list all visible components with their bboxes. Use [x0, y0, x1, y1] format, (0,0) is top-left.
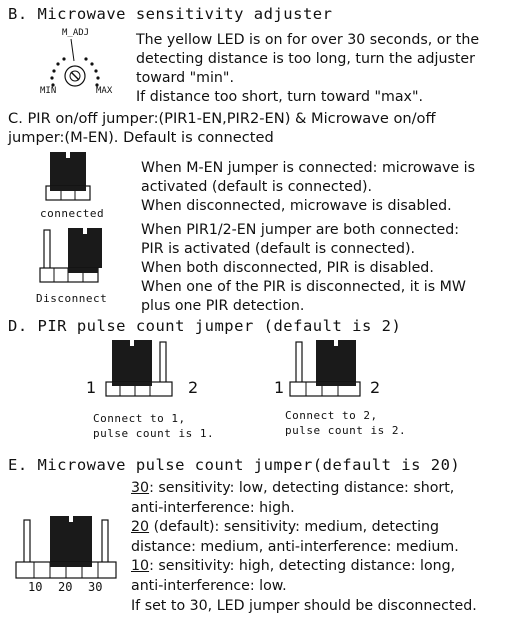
pir-pulse-jumper-left-icon: [98, 340, 178, 410]
e-item-rest: : sensitivity: low, detecting distance: short,: [149, 480, 455, 496]
c-line: When disconnected, microwave is disabled.: [141, 198, 452, 214]
b-line: detecting distance is too long, turn the adjuster: [136, 51, 475, 67]
e-item-line: [131, 557, 477, 577]
section-e-text: [131, 479, 477, 616]
e-pin-label-20: 20: [58, 580, 73, 594]
e-pin-label-30: 30: [88, 580, 103, 594]
d-left-caption-line: pulse count is 1.: [93, 427, 215, 440]
e-item-cont: distance: medium, anti-interference: medium.: [131, 538, 459, 555]
e-item-line: [131, 479, 477, 499]
section-d-heading: D. PIR pulse count jumper (default is 2): [8, 317, 402, 335]
section-b-text: [136, 31, 479, 107]
d-right-pin1-label: 1: [274, 378, 285, 397]
c-heading-line: jumper:(M-EN). Default is connected: [8, 129, 274, 146]
dial-max-label: MAX: [96, 86, 113, 96]
disconnect-label: Disconnect: [36, 292, 108, 305]
connected-label: connected: [40, 207, 105, 220]
e-item-rest: (default): sensitivity: medium, detecting: [149, 519, 440, 536]
e-item-cont: anti-interference: high.: [131, 499, 295, 516]
c-heading-line: C. PIR on/off jumper:(PIR1-EN,PIR2-EN) & Microwave on/off: [8, 110, 436, 127]
section-c-heading: [8, 109, 436, 147]
pir-pulse-jumper-right-icon: [284, 340, 364, 410]
d-left-caption: [93, 411, 214, 441]
c-line: When M-EN jumper is connected: microwave is: [141, 160, 475, 176]
section-e-heading: E. Microwave pulse count jumper(default is 20): [8, 456, 461, 474]
e-item-key: 20: [131, 519, 150, 536]
connected-jumper-icon: [42, 152, 102, 212]
d-right-caption: [285, 408, 406, 438]
dial-min-label: MIN: [40, 86, 57, 96]
e-item-rest: : sensitivity: high, detecting distance: long,: [149, 558, 456, 575]
e-item-key: 10: [131, 558, 150, 575]
section-c-text: [141, 159, 475, 316]
b-line: The yellow LED is on for over 30 seconds, or the: [136, 32, 480, 48]
disconnected-jumper-icon: [38, 228, 108, 293]
d-left-pin2-label: 2: [188, 378, 199, 397]
e-item-cont: anti-interference: low.: [131, 577, 287, 594]
sensitivity-dial-diagram: [30, 28, 120, 98]
section-b-heading: B. Microwave sensitivity adjuster: [8, 5, 333, 23]
e-item-key: 30: [131, 480, 150, 496]
dial-top-label: M_ADJ: [62, 28, 90, 38]
b-line: If distance too short, turn toward "max".: [136, 89, 423, 105]
d-left-pin1-label: 1: [86, 378, 97, 397]
e-note: If set to 30, LED jumper should be disconnected.: [131, 597, 477, 614]
b-line: toward "min".: [136, 70, 234, 86]
d-right-pin2-label: 2: [370, 378, 381, 397]
c-line: activated (default is connected).: [141, 179, 373, 195]
c-line: plus one PIR detection.: [141, 298, 305, 314]
d-right-caption-line: Connect to 2,: [285, 409, 378, 422]
c-line: PIR is activated (default is connected).: [141, 241, 415, 257]
e-item-line: [131, 518, 477, 538]
c-line: When PIR1/2-EN jumper are both connected:: [141, 222, 459, 238]
d-right-caption-line: pulse count is 2.: [285, 424, 407, 437]
c-line: When one of the PIR is disconnected, it is MW: [141, 279, 466, 295]
e-pin-label-10: 10: [28, 580, 43, 594]
c-line: When both disconnected, PIR is disabled.: [141, 260, 434, 276]
d-left-caption-line: Connect to 1,: [93, 412, 186, 425]
